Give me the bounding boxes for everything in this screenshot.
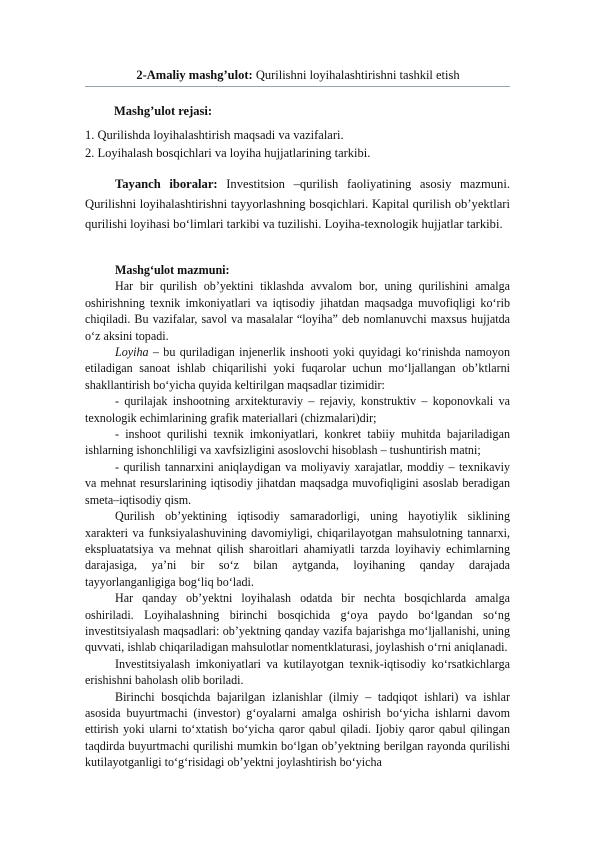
bullet-item-1: - qurilajak inshootning arxitekturaviy – rejaviy, konstruktiv – koponovkali va texnologik echimlarining grafik materiallari (chizmalari)dir; [85, 394, 510, 425]
page-title [0, 67, 596, 83]
content-paragraph-4: Har qanday ob’yektni loyihalash odatda bir nechta bosqichlarda amalga oshiriladi. Loyihalashning birinchi bosqichida g‘oya paydo bo‘lgandan so‘ng investitsiyalash maqsadlari: ob’yektning qanday vazifa bajarishga mo‘ljallanishi, uning quvvati, ishlab chiqariladigan mahsulotlar nomentklaturasi, joylashish o‘rni aniqlanadi. [85, 591, 510, 655]
plan-item-1: 1. Qurilishda loyihalashtirish maqsadi va vazifalari. [85, 128, 344, 142]
content-paragraph-1: Har bir qurilish ob’yektini tiklashda avvalom bor, uning qurilishini amalga oshirishning texnik imkoniyatlari va iqtisodiy jihatdan maqsadga muvofiqligi ko‘rib chiqiladi. Bu vazifalar, savol va masalalar “loyiha” deb nomlanuvchi maxsus hujjatda o‘z aksini topadi. [85, 279, 510, 343]
content-section [85, 262, 510, 771]
content-paragraph-3: Qurilish ob’yektining iqtisodiy samaradorligi, uning hayotiylik siklining xarakteri va funksiyalashuvining davomiyligi, chiqarilayotgan mahsulotning tannarxi, ekspluatatsiya va mehnat qilish sharoitlari ahamiyatli tarzda loyihaviy echimlarning darajasiga, ya’ni bir so‘z bilan aytganda, loyihaning qanday darajada tayyorlanganligiga bog‘liq bo‘ladi. [85, 509, 510, 589]
keywords-text: Investitsion –qurilish faoliyatining asosiy mazmuni. Qurilishni loyihalashtirishni tayyorlashning bosqichlari. Kapital qurilish ob’yektlari qurilishi loyihasi bo‘limlari tarkibi va tuzilishi. Loyiha-texnologik hujjatlar tarkibi. [85, 177, 511, 231]
title-text: Qurilishni loyihalashtirishni tashkil etish [252, 68, 460, 82]
title-divider [85, 86, 510, 87]
content-paragraph-6: Birinchi bosqichda bajarilgan izlanishlar (ilmiy – tadqiqot ishlari) va ishlar asosida buyurtmachi (investor) g‘oyalarni amalga oshirish bo‘yicha ishlarni davom ettirish yoki ularni to‘xtatish bo‘yicha qaror qabul qiladi. Ijobiy qaror qabul qilingan taqdirda buyurtmachi qurilishi mumkin bo‘lgan ob’yektning berilgan rayonda qurilishi kutilayotganligi to‘g‘risidagi ob’yektni joylashtirish bo‘yicha [85, 689, 510, 770]
plan-item-2: 2. Loyihalash bosqichlari va loyiha hujjatlarining tarkibi. [85, 146, 371, 160]
content-paragraph-5: Investitsiyalash imkoniyatlari va kutilayotgan texnik-iqtisodiy ko‘rsatkichlarga erishishni baholash olib boriladi. [85, 656, 510, 688]
bullet-item-2: - inshoot qurilishi texnik imkoniyatlari, konkret tabiiy muhitda bajariladigan ishlarning ishonchliligi va xavfsizligini asoslovchi hisoblash – tushuntirish matni; [85, 427, 510, 458]
keywords-paragraph [85, 174, 510, 234]
plan-heading: Mashg’ulot rejasi: [114, 104, 213, 118]
title-label: 2-Amaliy mashg’ulot: [136, 68, 253, 82]
loyiha-definition: – bu quriladigan injenerlik inshooti yoki quyidagi ko‘rinishda namoyon etiladigan sanoat ishlab chiqarilishi yoki fuqarolar uchun mo‘ljallangan ob’ktlarni shakllantirish bo‘yicha quyida keltirilgan maqsadlar tizimidir: [85, 345, 510, 392]
content-paragraph-2 [85, 344, 510, 393]
content-heading: Mashg‘ulot mazmuni: [115, 263, 230, 277]
bullet-item-3: - qurilish tannarxini aniqlaydigan va moliyaviy xarajatlar, moddiy – texnikaviy va mehnat resurslarining iqtisodiy jihatdan maqsadga muvofiqligini asoslab beradigan smeta–iqtisodiy qism. [85, 459, 510, 507]
loyiha-term: Loyiha [115, 345, 149, 360]
keywords-label: Tayanch iboralar: [115, 177, 218, 191]
